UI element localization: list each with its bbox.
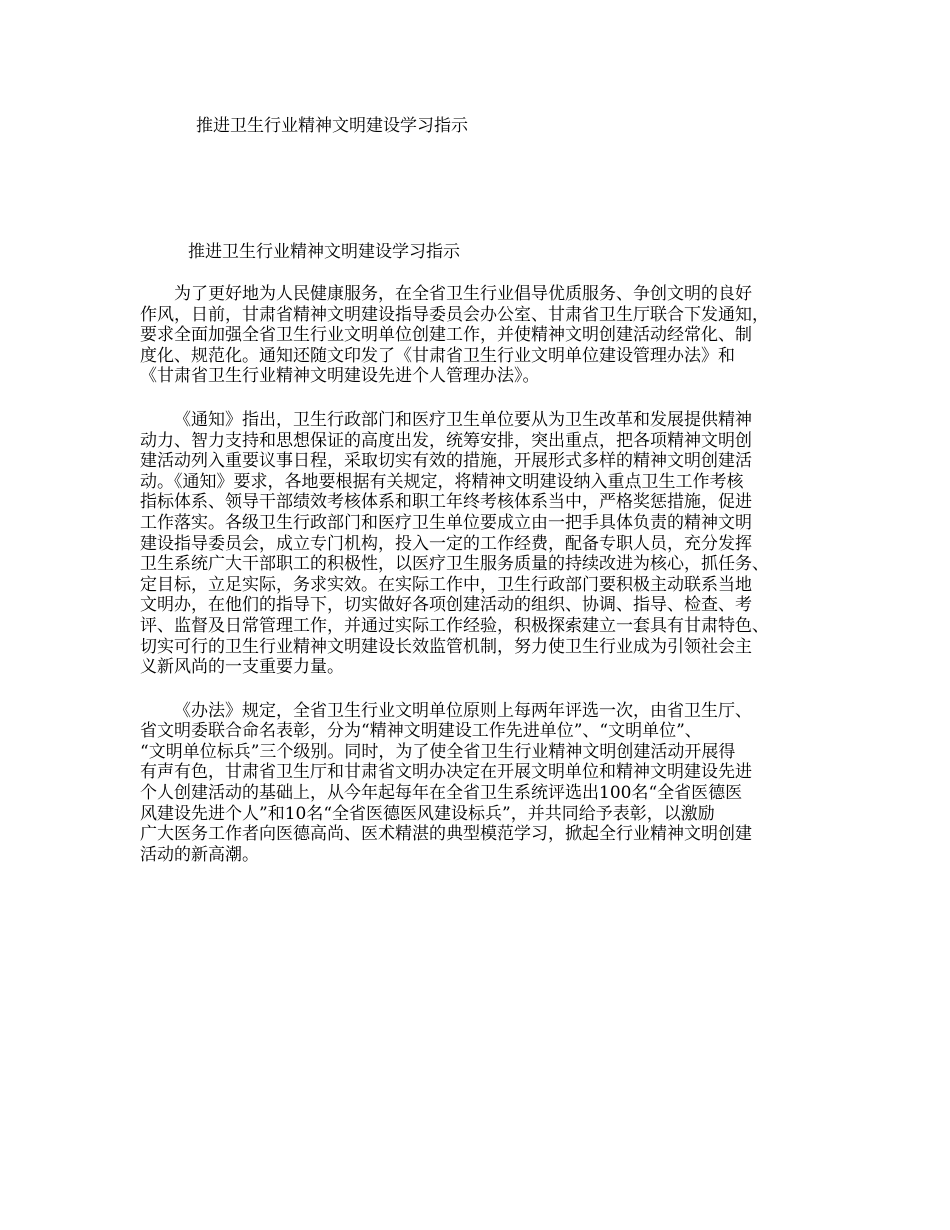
text-line: 《甘肃省卫生行业精神文明建设先进个人管理办法》。 — [140, 366, 540, 387]
document-title: 推进卫生行业精神文明建设学习指示 — [188, 242, 460, 262]
text-line: 定目标，立足实际，务求实效。在实际工作中，卫生行政部门要积极主动联系当地 — [140, 574, 752, 595]
paragraph-3 — [140, 701, 820, 866]
text-line: 动力、智力支持和思想保证的高度出发，统筹安排，突出重点，把各项精神文明创 — [140, 430, 752, 451]
text-line: 指标体系、领导干部绩效考核体系和职工年终考核体系当中，严格奖惩措施，促进 — [140, 492, 752, 513]
text-line: 要求全面加强全省卫生行业文明单位创建工作，并使精神文明创建活动经常化、制 — [140, 325, 752, 346]
document-body — [140, 284, 820, 888]
text-line: 个人创建活动的基础上，从今年起每年在全省卫生系统评选出100名“全省医德医 — [140, 783, 743, 804]
text-line: 文明办，在他们的指导下，切实做好各项创建活动的组织、协调、指导、检查、考 — [140, 595, 752, 616]
text-line: 有声有色，甘肃省卫生厅和甘肃省文明办决定在开展文明单位和精神文明建设先进 — [140, 762, 752, 783]
text-line: 评、监督及日常管理工作，并通过实际工作经验，积极探索建立一套具有甘肃特色、 — [140, 615, 769, 636]
paragraph-2 — [140, 410, 820, 678]
text-line: 作风，日前，甘肃省精神文明建设指导委员会办公室、甘肃省卫生厅联合下发通知， — [140, 304, 769, 325]
text-line: 度化、规范化。通知还随文印发了《甘肃省卫生行业文明单位建设管理办法》和 — [140, 345, 735, 366]
text-line: 广大医务工作者向医德高尚、医术精湛的典型模范学习，掀起全行业精神文明创建 — [140, 824, 752, 845]
text-line: 《办法》规定，全省卫生行业文明单位原则上每两年评选一次，由省卫生厅、 — [174, 700, 752, 721]
text-line: 活动的新高潮。 — [140, 844, 259, 865]
text-line: 建活动列入重要议事日程，采取切实有效的措施，开展形式多样的精神文明创建活 — [140, 451, 752, 472]
text-line: 动。《通知》要求，各地要根据有关规定，将精神文明建设纳入重点卫生工作考核 — [140, 471, 744, 492]
text-line: 为了更好地为人民健康服务，在全省卫生行业倡导优质服务、争创文明的良好 — [174, 284, 752, 304]
text-line: 义新风尚的一支重要力量。 — [140, 657, 344, 678]
text-line: 切实可行的卫生行业精神文明建设长效监管机制，努力使卫生行业成为引领社会主 — [140, 636, 752, 657]
text-line: 《通知》指出，卫生行政部门和医疗卫生单位要从为卫生改革和发展提供精神 — [174, 409, 752, 430]
text-line: “文明单位标兵”三个级别。同时，为了使全省卫生行业精神文明创建活动开展得 — [140, 741, 736, 762]
page-header-title: 推进卫生行业精神文明建设学习指示 — [196, 116, 468, 136]
paragraph-1 — [140, 284, 820, 387]
text-line: 风建设先进个人”和10名“全省医德医风建设标兵”，并共同给予表彰，以激励 — [140, 803, 715, 824]
text-line: 省文明委联合命名表彰，分为“精神文明建设工作先进单位”、“文明单位”、 — [140, 721, 702, 742]
text-line: 建设指导委员会，成立专门机构，投入一定的工作经费，配备专职人员，充分发挥 — [140, 533, 752, 554]
text-line: 卫生系统广大干部职工的积极性，以医疗卫生服务质量的持续改进为核心，抓任务、 — [140, 554, 769, 575]
text-line: 工作落实。各级卫生行政部门和医疗卫生单位要成立由一把手具体负责的精神文明 — [140, 512, 752, 533]
